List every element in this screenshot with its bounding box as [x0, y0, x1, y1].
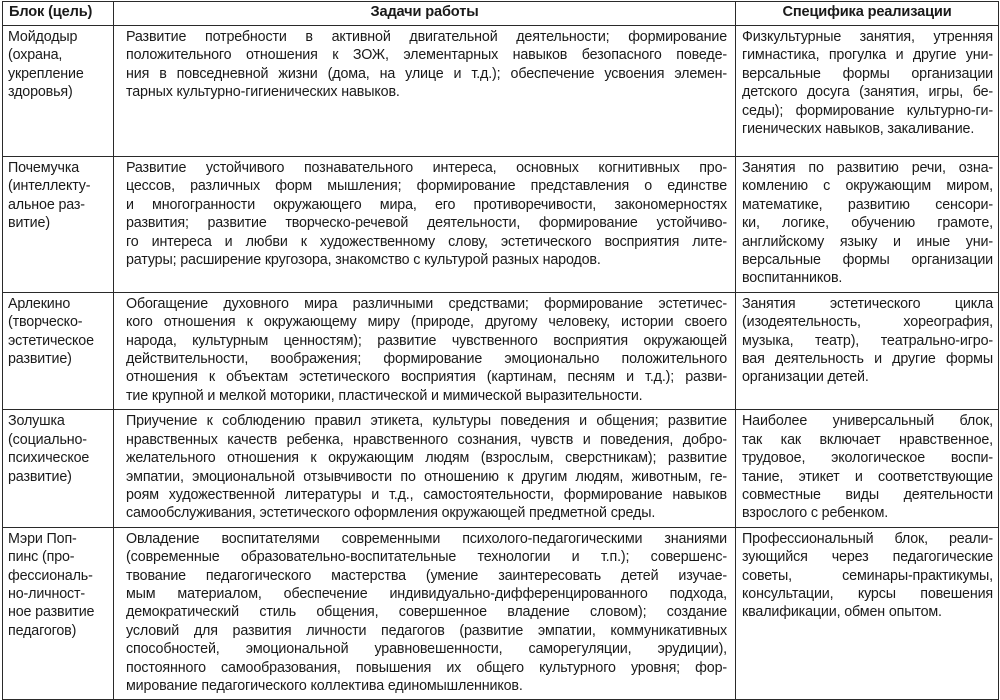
block-cell	[3, 292, 114, 409]
tasks-cell-line: ратуры; расширение кругозора, знакомство с культурой разных народов.	[126, 252, 601, 269]
specifics-cell-line: Занятия эстетического цикла	[742, 295, 993, 312]
block-cell-line: но-личност-	[8, 585, 86, 602]
block-cell	[3, 157, 114, 293]
specifics-cell-line: советы, семинары-практикумы,	[742, 567, 993, 584]
specifics-cell-line: (изодеятельность, хореография,	[742, 314, 993, 331]
specifics-cell-line: Занятия по развитию речи, озна-	[742, 160, 993, 176]
header-block: Блок (цель)	[3, 2, 114, 26]
tasks-cell-line: отношения к объектам эстетического восприятия (картинам, песням и т.д.); разви-	[126, 369, 727, 386]
specifics-cell-line: так как включает нравственное,	[742, 431, 993, 448]
specifics-cell-line: музыка, театр), театрально-игро-	[742, 332, 993, 349]
block-cell-line: витие)	[8, 215, 50, 232]
block-cell-line: ное развитие	[8, 604, 95, 621]
tasks-cell	[114, 292, 736, 409]
tasks-cell-line: тарных культурно-гигиенических навыков.	[126, 84, 400, 101]
tasks-cell-line: эмпатии, эмоциональной отзывчивости по отношению к другим людям, животным, ге-	[126, 468, 727, 485]
block-cell-line: альное раз-	[8, 196, 85, 213]
block-cell-line: укрепление	[8, 65, 84, 82]
block-cell-line: развитие)	[8, 468, 72, 485]
block-cell-line: Золушка	[8, 413, 65, 430]
tasks-cell-line: цессов, различных форм мышления; формирование представления о единстве	[126, 178, 727, 195]
tasks-cell-line: тие крупной и мелкой моторики, пластической и мимической выразительности.	[126, 387, 643, 404]
block-cell-line: развитие)	[8, 351, 72, 368]
table-row	[3, 26, 999, 157]
tasks-cell-line: Овладение воспитателями современными психолого-педагогическими знаниями	[126, 530, 727, 547]
block-cell	[3, 26, 114, 157]
block-cell-line: (интеллекту-	[8, 178, 91, 195]
block-cell-line: Мойдодыр	[8, 29, 78, 45]
tasks-cell-line: Приучение к соблюдению правил этикета, культуры поведения и общения; развитие	[126, 413, 727, 430]
block-cell-line: (творческо-	[8, 314, 83, 331]
tasks-cell-line: го интереса и любви к художественному слову, эстетического восприятия лите-	[126, 233, 727, 250]
block-cell-line: фессиональ-	[8, 567, 93, 584]
specifics-cell-line: ки, логике, обучению грамоте,	[742, 215, 993, 232]
table-row	[3, 292, 999, 409]
specifics-cell-line: трудовое, экологическое воспи-	[742, 450, 993, 467]
tasks-cell-line: мым материалом, обеспечение индивидуально-дифференцированного подхода,	[126, 585, 727, 602]
tasks-cell-line: способностей, эмоциональной уравновешенности, саморегуляции, эрудиции),	[126, 641, 727, 658]
tasks-cell	[114, 527, 736, 700]
tasks-cell-line: постоянного самообразования, повышения их общего культурного уровня; фор-	[126, 659, 727, 676]
specifics-cell-line: вая деятельность и другие формы	[742, 351, 993, 368]
block-cell-line: психическое	[8, 450, 90, 467]
tasks-cell-line: народа, культурным ценностям); развитие чувственного восприятия окружающей	[126, 332, 727, 349]
tasks-cell	[114, 410, 736, 527]
specifics-cell-line: детского досуга (занятия, игры, бе-	[742, 84, 993, 101]
block-cell-line: эстетическое	[8, 332, 94, 349]
specifics-cell-line: консультации, курсы повешения	[742, 585, 993, 602]
specifics-cell	[736, 527, 999, 700]
specifics-cell-line: воспитанников.	[742, 270, 843, 287]
block-cell-line: здоровья)	[8, 84, 73, 101]
tasks-cell-line: (современные образовательно-воспитательные технологии и т.п.); совершенс-	[126, 549, 727, 566]
specifics-cell	[736, 410, 999, 527]
header-row	[3, 2, 999, 26]
specifics-cell-line: математике, развитию сенсори-	[742, 196, 993, 213]
block-cell-line: (охрана,	[8, 47, 63, 64]
tasks-cell-line: и многогранности окружающего мира, его противоречивости, закономерностях	[126, 196, 727, 213]
tasks-cell-line: Обогащение духовного мира различными средствами; формирование эстетичес-	[126, 295, 727, 312]
header-specifics: Специфика реализации	[736, 2, 999, 26]
block-cell-line: Арлекино	[8, 295, 71, 312]
specifics-cell-line: седы); формирование культурно-ги-	[742, 102, 993, 119]
block-cell-line: Почемучка	[8, 160, 80, 176]
specifics-cell-line: взрослого с ребенком.	[742, 505, 889, 522]
block-cell	[3, 527, 114, 700]
specifics-cell-line: Физкультурные занятия, утренняя	[742, 29, 993, 45]
tasks-cell-line: демократический стиль общения, совершенное владение словом); создание	[126, 604, 727, 621]
specifics-cell-line: версальные формы организации	[742, 65, 993, 82]
block-cell	[3, 410, 114, 527]
tasks-cell-line: Развитие потребности в активной двигательной деятельности; формирование	[126, 29, 727, 45]
specifics-cell-line: Профессиональный блок, реали-	[742, 530, 993, 547]
block-cell-line: педагогов)	[8, 622, 77, 639]
specifics-cell	[736, 26, 999, 157]
table-row	[3, 410, 999, 527]
tasks-cell-line: действительности, воображения; формирование эмоционально положительного	[126, 351, 727, 368]
tasks-cell-line: желательного отношения к окружающим людям (взрослым, сверстникам); развитие	[126, 450, 727, 467]
tasks-cell	[114, 26, 736, 157]
block-cell-line: пинс (про-	[8, 549, 75, 566]
table-row	[3, 157, 999, 293]
block-cell-line: Мэри Поп-	[8, 530, 77, 547]
tasks-cell-line: кого отношения к окружающему миру (природе, другому человеку, истории своего	[126, 314, 727, 331]
tasks-cell-line: условий для развития личности педагогов (развитие эмпатии, коммуникативных	[126, 622, 727, 639]
specifics-cell-line: квалификации, обмен опытом.	[742, 604, 942, 621]
tasks-cell-line: нравственных качеств ребенка, нравственного сознания, чувств и поведения, добро-	[126, 431, 727, 448]
specifics-cell	[736, 157, 999, 293]
specifics-cell-line: комлению с окружающим миром,	[742, 178, 993, 195]
specifics-cell-line: Наиболее универсальный блок,	[742, 413, 993, 430]
tasks-cell-line: роям художественной литературы и т.д., самостоятельности, формирование навыков	[126, 486, 727, 503]
tasks-cell	[114, 157, 736, 293]
header-tasks: Задачи работы	[114, 2, 736, 26]
specifics-cell-line: гиенических навыков, закаливание.	[742, 121, 975, 138]
tasks-cell-line: ния в повседневной жизни (дома, на улице и т.д.); обеспечение усвоения элемен-	[126, 65, 727, 82]
tasks-cell-line: положительного отношения к ЗОЖ, элементарных навыков безопасного поведе-	[126, 47, 727, 64]
tasks-cell-line: твование педагогического мастерства (умение заинтересовать детей изучае-	[126, 567, 727, 584]
specifics-cell-line: версальные формы организации	[742, 252, 993, 269]
specifics-cell-line: гимнастика, прогулка и другие уни-	[742, 47, 993, 64]
work-table	[2, 1, 999, 700]
table-row	[3, 527, 999, 700]
tasks-cell-line: Развитие устойчивого познавательного интереса, основных когнитивных про-	[126, 160, 727, 176]
specifics-cell-line: совместные виды деятельности	[742, 486, 993, 503]
tasks-cell-line: развития; развитие творческо-речевой деятельности, формирование устойчиво-	[126, 215, 727, 232]
specifics-cell-line: зующийся через педагогические	[742, 549, 993, 566]
block-cell-line: (социально-	[8, 431, 87, 448]
specifics-cell-line: английскому языку и иные уни-	[742, 233, 993, 250]
specifics-cell-line: организации детей.	[742, 369, 869, 386]
tasks-cell-line: самообслуживания, эстетического оформления окружающей предметной среды.	[126, 505, 656, 522]
specifics-cell-line: тание, этикет и соответствующие	[742, 468, 993, 485]
specifics-cell	[736, 292, 999, 409]
tasks-cell-line: мирование педагогического коллектива единомышленников.	[126, 677, 523, 694]
